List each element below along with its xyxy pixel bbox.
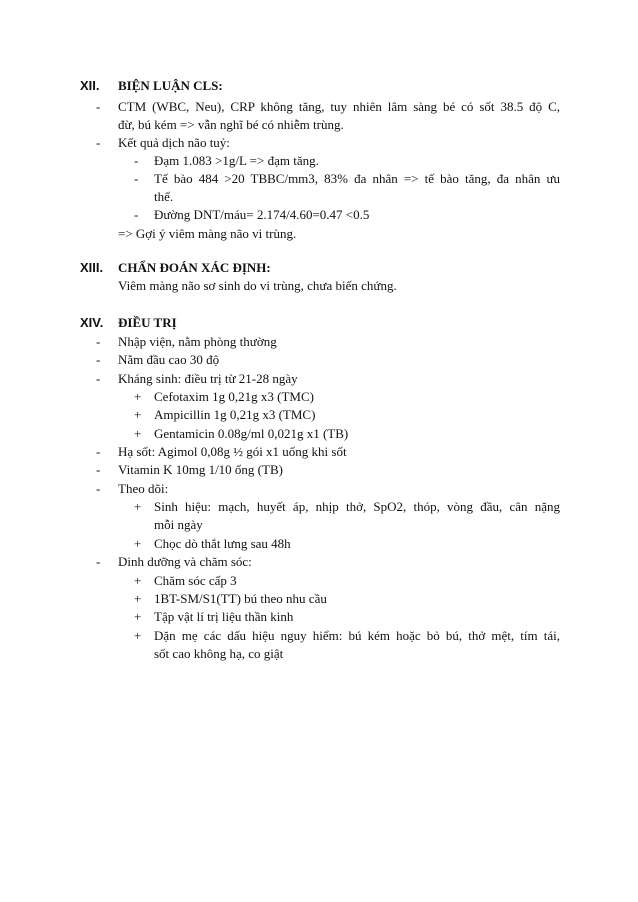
list-item: Tập vật lí trị liệu thần kinh <box>154 609 294 624</box>
plus-marker: + <box>134 609 142 624</box>
plus-marker: + <box>134 536 142 551</box>
dash-marker: - <box>96 352 101 367</box>
plus-marker: + <box>134 628 142 643</box>
list-item: Vitamin K 10mg 1/10 ống (TB) <box>118 462 283 477</box>
list-item: Dinh dưỡng và chăm sóc: <box>118 554 252 569</box>
section-number-xii: XII. <box>80 78 100 93</box>
list-item: Chăm sóc cấp 3 <box>154 573 237 588</box>
dash-marker: - <box>96 481 101 496</box>
list-item: Ampicillin 1g 0,21g x3 (TMC) <box>154 407 316 422</box>
list-item: Dặn mẹ các dấu hiệu nguy hiểm: bú kém hoặc bỏ bú, thở mệt, tím tái, <box>154 628 560 643</box>
plus-marker: + <box>134 426 142 441</box>
diagnosis-text: Viêm màng não sơ sinh do vi trùng, chưa biến chứng. <box>118 278 397 293</box>
list-item: Cefotaxim 1g 0,21g x3 (TMC) <box>154 389 314 404</box>
section-number-xiv: XIV. <box>80 315 104 330</box>
plus-marker: + <box>134 407 142 422</box>
dash-marker: - <box>96 554 101 569</box>
section-title-bien-luan: BIỆN LUẬN CLS: <box>118 78 223 93</box>
paragraph-line: CTM (WBC, Neu), CRP không tăng, tuy nhiên lâm sàng bé có sốt 38.5 độ C, <box>118 99 560 114</box>
plus-marker: + <box>134 591 142 606</box>
dash-marker: - <box>134 153 139 168</box>
paragraph-line: đừ, bú kém => vẫn nghĩ bé có nhiễm trùng. <box>118 117 344 132</box>
section-title-dieu-tri: ĐIỀU TRỊ <box>118 315 177 330</box>
list-item: Kháng sinh: điều trị từ 21-28 ngày <box>118 371 298 386</box>
list-item: Gentamicin 0.08g/ml 0,021g x1 (TB) <box>154 426 349 441</box>
list-item: Hạ sốt: Agimol 0,08g ½ gói x1 uống khi sốt <box>118 444 347 459</box>
dash-marker: - <box>96 444 101 459</box>
dash-marker: - <box>96 99 101 114</box>
list-item: Chọc dò thắt lưng sau 48h <box>154 536 291 551</box>
section-number-xiii: XIII. <box>80 260 104 275</box>
dash-marker: - <box>96 371 101 386</box>
list-item: 1BT-SM/S1(TT) bú theo nhu cầu <box>154 591 327 606</box>
conclusion-line: => Gợi ý viêm màng não vi trùng. <box>118 226 297 241</box>
list-item: Sinh hiệu: mạch, huyết áp, nhịp thở, SpO2, thóp, vòng đầu, cân nặng <box>154 499 560 514</box>
list-item: Kết quả dịch não tuỷ: <box>118 135 230 150</box>
list-item: Đường DNT/máu= 2.174/4.60=0.47 <0.5 <box>154 207 370 222</box>
plus-marker: + <box>134 389 142 404</box>
dash-marker: - <box>96 462 101 477</box>
list-item: Đạm 1.083 >1g/L => đạm tăng. <box>154 153 319 168</box>
dash-marker: - <box>96 135 101 150</box>
list-item: Tế bào 484 >20 TBBC/mm3, 83% đa nhân => tế bào tăng, đa nhân ưu <box>154 171 560 186</box>
list-item-continued: mỗi ngày <box>154 517 203 532</box>
section-title-chan-doan: CHẨN ĐOÁN XÁC ĐỊNH: <box>118 260 271 275</box>
list-item: Nằm đầu cao 30 độ <box>118 352 220 367</box>
list-item-continued: sốt cao không hạ, co giật <box>154 646 284 661</box>
dash-marker: - <box>96 334 101 349</box>
list-item-continued: thế. <box>154 189 174 204</box>
plus-marker: + <box>134 573 142 588</box>
dash-marker: - <box>134 171 139 186</box>
list-item: Nhập viện, nằm phòng thường <box>118 334 277 349</box>
list-item: Theo dõi: <box>118 481 169 496</box>
plus-marker: + <box>134 499 142 514</box>
dash-marker: - <box>134 207 139 222</box>
